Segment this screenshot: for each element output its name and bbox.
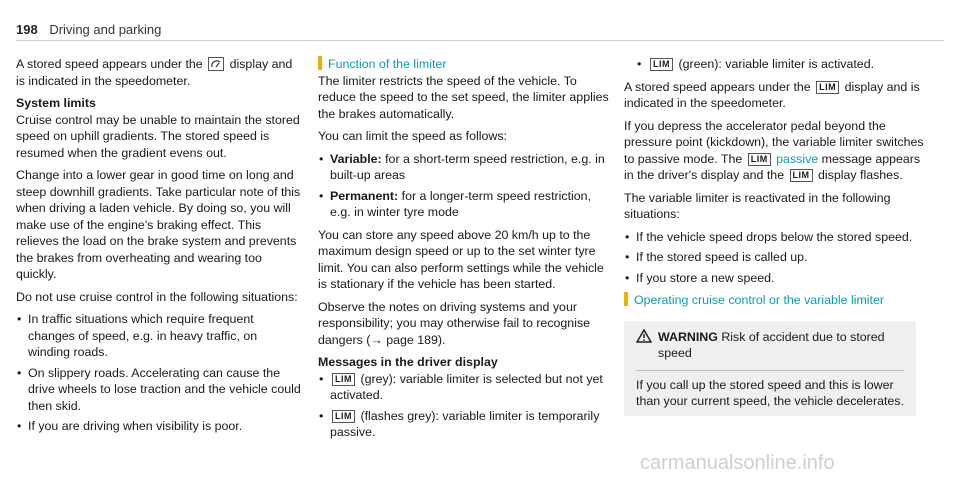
list-item-text: (flashes grey): variable limiter is temporarily passive. [330, 408, 600, 439]
column-2 [318, 56, 610, 447]
section-bar [318, 56, 322, 70]
page-header [16, 22, 161, 37]
list-item: • LIM (grey): variable limiter is selected but not yet activated. [319, 371, 603, 402]
limiter-icon: LIM [332, 373, 355, 386]
passive-message: passive [776, 151, 819, 166]
paragraph: You can limit the speed as follows: [318, 129, 507, 143]
column-1 [16, 56, 302, 441]
text: If you depress the accelerator pedal beyond the pressure point (kickdown), the variable limiter switches to passive mode. The [624, 118, 924, 166]
page-title: Driving and parking [49, 22, 162, 37]
arrow-icon: → [370, 332, 383, 347]
warning-label: WARNING [658, 329, 718, 344]
paragraph: The limiter restricts the speed of the vehicle. To reduce the speed to the set speed, the limiter applies the brakes automatically. [318, 73, 609, 121]
text: display flashes. [818, 168, 903, 182]
section-title: Function of the limiter [328, 57, 447, 71]
list-item-text: In traffic situations which require frequent changes of speed, e.g. in heavy traffic, on winding roads. [28, 312, 258, 359]
list-item: • If you store a new speed. [625, 270, 775, 285]
list-item-text: (green): variable limiter is activated. [678, 57, 875, 71]
paragraph [624, 79, 928, 112]
warning-header [636, 329, 904, 362]
paragraph: You can store any speed above 20 km/h up to the maximum design speed or up to the set winter tyre limit. You can also perform settings while the vehicle is stationary if the vehicle has been started. [318, 227, 604, 291]
situations-list [16, 311, 302, 435]
text: message appears in the driver's display and the [624, 151, 921, 182]
list-item: • If the stored speed is called up. [625, 250, 808, 264]
list-item-text: If the vehicle speed drops below the stored speed. [636, 229, 913, 244]
list-item-label: Variable: [330, 151, 382, 166]
text: ). [437, 332, 446, 347]
messages-list [318, 371, 610, 441]
text: display and is indicated in the speedometer. [624, 79, 920, 110]
list-item: • Permanent: for a longer-term speed restriction, e.g. in winter tyre mode [319, 188, 592, 219]
messages-heading: Messages in the driver display [318, 355, 498, 369]
text: A stored speed appears under the [16, 57, 203, 71]
text: Observe the notes on driving systems and your responsibility; you may otherwise fail to recognise dangers ( [318, 299, 591, 347]
paragraph: Change into a lower gear in good time on long and steep downhill gradients. Take particular note of this when driving a laden vehicle. By doing so, you will make use of the engine's braking effect. This relieves the load on the brake system and prevents the brakes from overheating and wearing too quickly. [16, 168, 301, 281]
warning-title [658, 329, 904, 362]
list-item-text: If you store a new speed. [636, 270, 775, 285]
watermark: carmanualsonline.info [640, 452, 835, 474]
section-heading [624, 292, 928, 309]
text: display and is indicated in the speedometer. [16, 57, 293, 88]
limiter-icon: LIM [748, 153, 771, 166]
list-item: • If you are driving when visibility is poor. [17, 419, 243, 433]
page-number: 198 [16, 22, 38, 37]
warning-title-text: Risk of accident due to stored speed [658, 329, 885, 360]
list-item: • LIM (flashes grey): variable limiter is temporarily passive. [319, 408, 600, 439]
section-bar [624, 292, 628, 306]
list-item-label: Permanent: [330, 188, 399, 203]
list-item: • In traffic situations which require frequent changes of speed, e.g. in heavy traffic, on winding roads. [17, 312, 258, 359]
list-item-text: On slippery roads. Accelerating can cause the drive wheels to lose traction and the vehicle could then skid. [28, 365, 301, 413]
limiter-icon: LIM [790, 169, 813, 182]
list-item-text: If you are driving when visibility is poor. [28, 419, 243, 433]
paragraph: Do not use cruise control in the following situations: [16, 289, 298, 304]
column-3 [624, 56, 928, 416]
paragraph [624, 118, 928, 184]
warning-box [624, 321, 916, 416]
system-limits-heading: System limits [16, 96, 96, 110]
list-item: • If the vehicle speed drops below the stored speed. [625, 229, 913, 244]
list-item: • LIM (green): variable limiter is activated. [637, 57, 875, 71]
stored-speed-paragraph [16, 56, 302, 89]
warning-body: If you call up the stored speed and this is lower than your current speed, the vehicle decelerates. [636, 370, 904, 410]
paragraph: The variable limiter is reactivated in the following situations: [624, 190, 891, 221]
limiter-icon: LIM [650, 58, 673, 71]
limiter-icon: LIM [332, 410, 355, 423]
section-title: Operating cruise control or the variable limiter [634, 293, 884, 307]
cruise-control-icon [208, 57, 224, 71]
text: A stored speed appears under the [624, 79, 811, 94]
warning-triangle-icon [636, 329, 658, 362]
list-item: • Variable: for a short-term speed restriction, e.g. in built-up areas [319, 151, 605, 182]
limit-modes-list [318, 151, 610, 221]
active-list [636, 56, 928, 73]
list-item-text: (grey): variable limiter is selected but not yet activated. [330, 371, 603, 402]
section-heading [318, 56, 610, 73]
list-item-text: for a longer-term speed restriction, e.g. in winter tyre mode [330, 188, 592, 219]
list-item: • On slippery roads. Accelerating can cause the drive wheels to lose traction and the vehicle could then skid. [17, 365, 301, 413]
reactivation-list [624, 229, 928, 287]
list-item-text: for a short-term speed restriction, e.g. in built-up areas [330, 151, 605, 182]
limiter-icon: LIM [816, 81, 839, 94]
paragraph [318, 299, 610, 349]
list-item-text: If the stored speed is called up. [636, 250, 808, 264]
page-reference-link[interactable]: page 189 [386, 332, 438, 347]
header-divider [16, 40, 944, 41]
paragraph: Cruise control may be unable to maintain the stored speed on uphill gradients. The stored speed is resumed when the gradient evens out. [16, 112, 300, 160]
